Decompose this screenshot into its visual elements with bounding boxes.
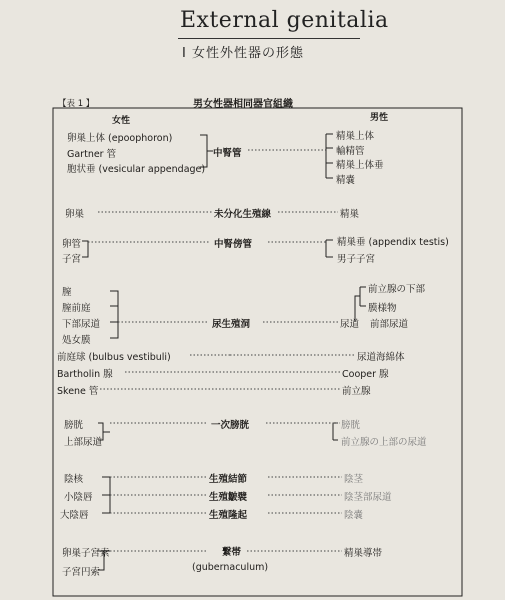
female-organ: 前庭球 (bulbus vestibuli) bbox=[57, 352, 171, 363]
origin-tissue: 生殖結節 bbox=[209, 474, 248, 485]
origin-tissue: 未分化生殖線 bbox=[214, 209, 272, 220]
origin-tissue: 繋帯 bbox=[222, 547, 242, 558]
table-title: 男女性器相同器官組織 bbox=[193, 99, 293, 110]
male-organ: 精巣 bbox=[340, 209, 360, 220]
male-organ: 前立腺の下部 bbox=[368, 284, 426, 295]
male-organ: 前立腺 bbox=[342, 386, 371, 397]
male-organ: 精巣上体垂 bbox=[336, 160, 384, 171]
male-organ: 陰茎 bbox=[344, 474, 364, 485]
female-organ: 下部尿道 bbox=[62, 319, 101, 330]
column-header-male: 男性 bbox=[370, 113, 389, 123]
female-organ: Skene 管 bbox=[57, 386, 99, 397]
male-organ: 精嚢 bbox=[336, 175, 356, 186]
female-organ: 処女膜 bbox=[62, 335, 91, 346]
male-organ: 陰嚢 bbox=[344, 510, 364, 521]
female-organ: 小陰唇 bbox=[64, 492, 93, 503]
male-organ: 尿道 bbox=[340, 319, 360, 330]
female-organ: 卵管 bbox=[62, 239, 82, 250]
male-organ: 陰茎部尿道 bbox=[344, 492, 392, 503]
origin-tissue: 生殖隆起 bbox=[209, 510, 248, 521]
female-organ: 子宮 bbox=[62, 254, 82, 265]
column-header-female: 女性 bbox=[112, 116, 131, 126]
female-organ: 胞状垂 (vesicular appendage) bbox=[67, 164, 206, 175]
male-organ: 精巣上体 bbox=[336, 131, 375, 142]
female-organ: 卵巣 bbox=[65, 209, 85, 220]
table-label: 【表 1 】 bbox=[58, 99, 95, 109]
female-organ: 膣 bbox=[62, 287, 72, 298]
origin-tissue: 生殖皺襞 bbox=[209, 492, 248, 503]
female-organ: 子宮円索 bbox=[62, 567, 101, 578]
male-organ: 男子子宮 bbox=[337, 254, 376, 265]
female-organ: 卵巣上体 (epoophoron) bbox=[67, 133, 173, 144]
female-organ: 陰核 bbox=[64, 474, 84, 485]
male-organ: 精巣垂 (appendix testis) bbox=[337, 237, 449, 248]
female-organ: 上部尿道 bbox=[64, 437, 103, 448]
male-organ: 前部尿道 bbox=[370, 319, 409, 330]
male-organ: 精巣導帯 bbox=[344, 548, 383, 559]
female-organ: 大陰唇 bbox=[60, 510, 89, 521]
male-organ: 尿道海綿体 bbox=[357, 352, 405, 363]
origin-tissue: 中腎管 bbox=[213, 148, 242, 159]
female-organ: 膀胱 bbox=[64, 420, 84, 431]
origin-tissue-latin: (gubernaculum) bbox=[192, 562, 269, 573]
female-organ: 膣前庭 bbox=[62, 303, 91, 314]
female-organ: Gartner 管 bbox=[67, 149, 117, 160]
male-organ: 輸精管 bbox=[336, 146, 365, 157]
male-organ: 膀胱 bbox=[341, 420, 361, 431]
male-organ: 前立腺の上部の尿道 bbox=[341, 437, 427, 448]
female-organ: 卵巣子宮索 bbox=[62, 548, 110, 559]
origin-tissue: 尿生殖洞 bbox=[212, 319, 251, 330]
male-organ: Cooper 腺 bbox=[342, 369, 389, 380]
page-title-en: External genitalia bbox=[180, 8, 389, 33]
page-title-jp: Ⅰ 女性外性器の形態 bbox=[182, 46, 304, 61]
male-organ: 膜様物 bbox=[368, 303, 397, 314]
female-organ: Bartholin 腺 bbox=[57, 369, 113, 380]
origin-tissue: 一次膀胱 bbox=[211, 420, 250, 431]
origin-tissue: 中腎傍管 bbox=[214, 239, 253, 250]
